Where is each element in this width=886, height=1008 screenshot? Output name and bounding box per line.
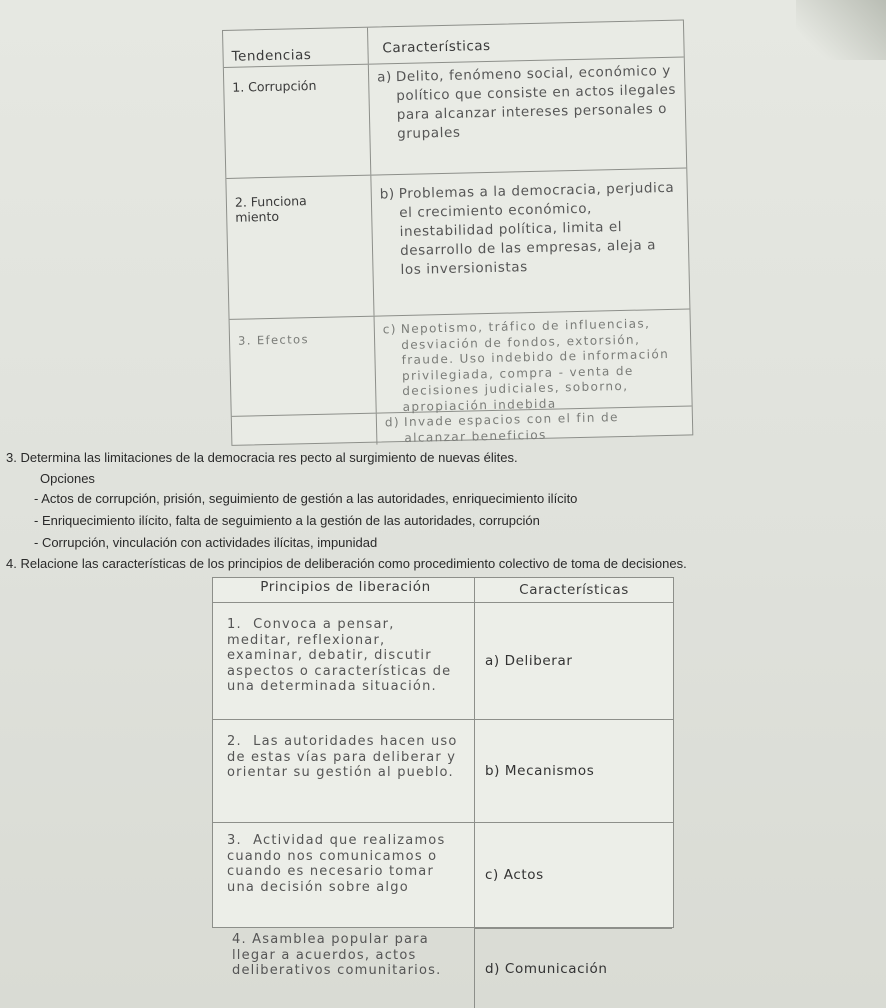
row-letter: b) <box>379 186 395 203</box>
principle-number: 1. <box>227 617 242 632</box>
table-row <box>224 58 686 179</box>
principle-cell <box>213 823 475 927</box>
row-text <box>371 169 689 316</box>
row-text <box>369 58 686 175</box>
principios-table-header <box>213 578 673 603</box>
options-title: Opciones <box>40 471 95 486</box>
question-3-prompt: 3. Determina las limitaciones de la democracia res pecto al surgimiento de nuevas élites. <box>6 450 518 465</box>
characteristic-option[interactable]: d) Comunicación <box>474 928 672 1008</box>
table-row <box>213 603 673 720</box>
row-letter: a) <box>376 69 393 86</box>
row-label: 1. Corrupción <box>224 65 371 178</box>
principle-cell <box>212 928 474 1008</box>
row-label-text: 2. Funcionamiento <box>234 193 307 225</box>
characteristic-option[interactable]: c) Actos <box>485 867 544 883</box>
principle-cell <box>213 603 475 719</box>
page-corner-shadow <box>796 0 886 60</box>
option-3[interactable]: - Corrupción, vinculación con actividades ilícitas, impunidad <box>34 535 378 550</box>
principle-number: 4. <box>232 932 247 947</box>
row-letter: d) <box>384 415 401 430</box>
characteristic-option[interactable]: b) Mecanismos <box>485 763 595 779</box>
tendencias-table <box>222 20 693 446</box>
row-description: Problemas a la democracia, perjudica el crecimiento económico, inestabilidad política, limita el desarrollo de las empresas, aleja a los inversionistas <box>398 179 675 279</box>
option-1[interactable]: - Actos de corrupción, prisión, seguimiento de gestión a las autoridades, enriquecimiento ilícito <box>34 491 578 506</box>
principle-number: 2. <box>227 734 242 749</box>
principios-table <box>212 577 674 928</box>
row-label <box>232 414 378 448</box>
header-tendencias: Tendencias <box>223 28 369 67</box>
row-letter: c) <box>382 322 398 337</box>
table-row <box>213 720 673 823</box>
header-principios: Principios de liberación <box>213 578 475 602</box>
principle-text: Convoca a pensar, meditar, reflexionar, examinar, debatir, discutir aspectos o características de una determinada situación. <box>227 617 452 694</box>
row-text <box>377 406 693 444</box>
principle-number: 3. <box>227 833 242 848</box>
option-2[interactable]: - Enriquecimiento ilícito, falta de seguimiento a la gestión de las autoridades, corrupción <box>34 513 540 528</box>
row-label: 3. Efectos <box>230 317 377 416</box>
header-caracteristicas: Características <box>382 37 491 57</box>
table-row <box>213 823 673 927</box>
row-text <box>375 309 692 412</box>
characteristic-option[interactable]: a) Deliberar <box>485 653 573 669</box>
question-4-prompt: 4. Relacione las características de los principios de deliberación como procedimiento colectivo de toma de decisiones. <box>6 556 687 571</box>
table-row <box>226 169 689 320</box>
row-description: Delito, fenómeno social, económico y político que consiste en actos ilegales para alcanzar intereses personales o grupales <box>395 62 677 143</box>
principle-text: Actividad que realizamos cuando nos comunicamos o cuando es necesario tomar una decisión sobre algo <box>227 833 446 895</box>
header-caracteristicas: Características <box>519 582 629 598</box>
row-description: Nepotismo, tráfico de influencias, desviación de fondos, extorsión, fraude. Uso indebido de información privilegiada, compra - venta de decisiones judiciales, soborno, apropiación indebida <box>400 316 670 414</box>
principle-cell <box>213 720 475 822</box>
principle-text: Las autoridades hacen uso de estas vías para deliberar y orientar su gestión al pueblo. <box>227 734 458 780</box>
principle-text: Asamblea popular para llegar a acuerdos, actos deliberativos comunitarios. <box>232 932 442 978</box>
row-description: Invade espacios con el fin de alcanzar beneficios <box>403 410 619 445</box>
table-row <box>230 309 692 416</box>
table-row <box>212 928 672 1008</box>
row-label <box>226 176 374 319</box>
